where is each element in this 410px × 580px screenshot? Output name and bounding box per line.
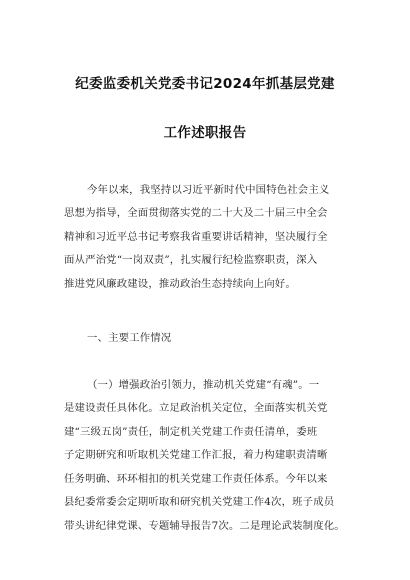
- section-paragraph-line: 子定期研究和听取机关党建工作汇报，着力构建职责清晰: [64, 449, 328, 461]
- section-paragraph-line: 任务明确、环环相扣的机关党建工作责任体系。今年以来: [64, 473, 328, 485]
- section-paragraph-line: 县纪委常委会定期听取和研究机关党建工作4次，班子成员: [64, 496, 335, 508]
- section-paragraph-line: 是建设责任具体化。立足政治机关定位，全面落实机关党: [64, 402, 328, 414]
- intro-paragraph-line: 面从严治党“一岗双责”，扎实履行纪检监察职责，深入: [64, 254, 318, 266]
- section-paragraph-line: 带头讲纪律党课、专题辅导报告7次。二是理论武装制度化。: [64, 520, 345, 532]
- section-heading: 一、主要工作情况: [87, 332, 172, 344]
- document-title-line-2: 工作述职报告: [163, 125, 247, 141]
- intro-paragraph-line: 精神和习近平总书记考察我省重要讲话精神，坚决履行全: [64, 231, 328, 243]
- section-paragraph-line: 建“三级五岗”责任，制定机关党建工作责任清单，委班: [64, 426, 318, 438]
- section-paragraph-line: （一）增强政治引领力，推动机关党建“有魂”。一: [87, 379, 320, 391]
- intro-paragraph-line: 推进党风廉政建设，推动政治生态持续向上向好。: [64, 278, 296, 290]
- intro-paragraph-line: 思想为指导，全面贯彻落实党的二十大及二十届三中全会: [64, 207, 328, 219]
- intro-paragraph-line: 今年以来，我坚持以习近平新时代中国特色社会主义: [87, 184, 330, 196]
- document-title-line-1: 纪委监委机关党委书记2024年抓基层党建: [75, 76, 335, 92]
